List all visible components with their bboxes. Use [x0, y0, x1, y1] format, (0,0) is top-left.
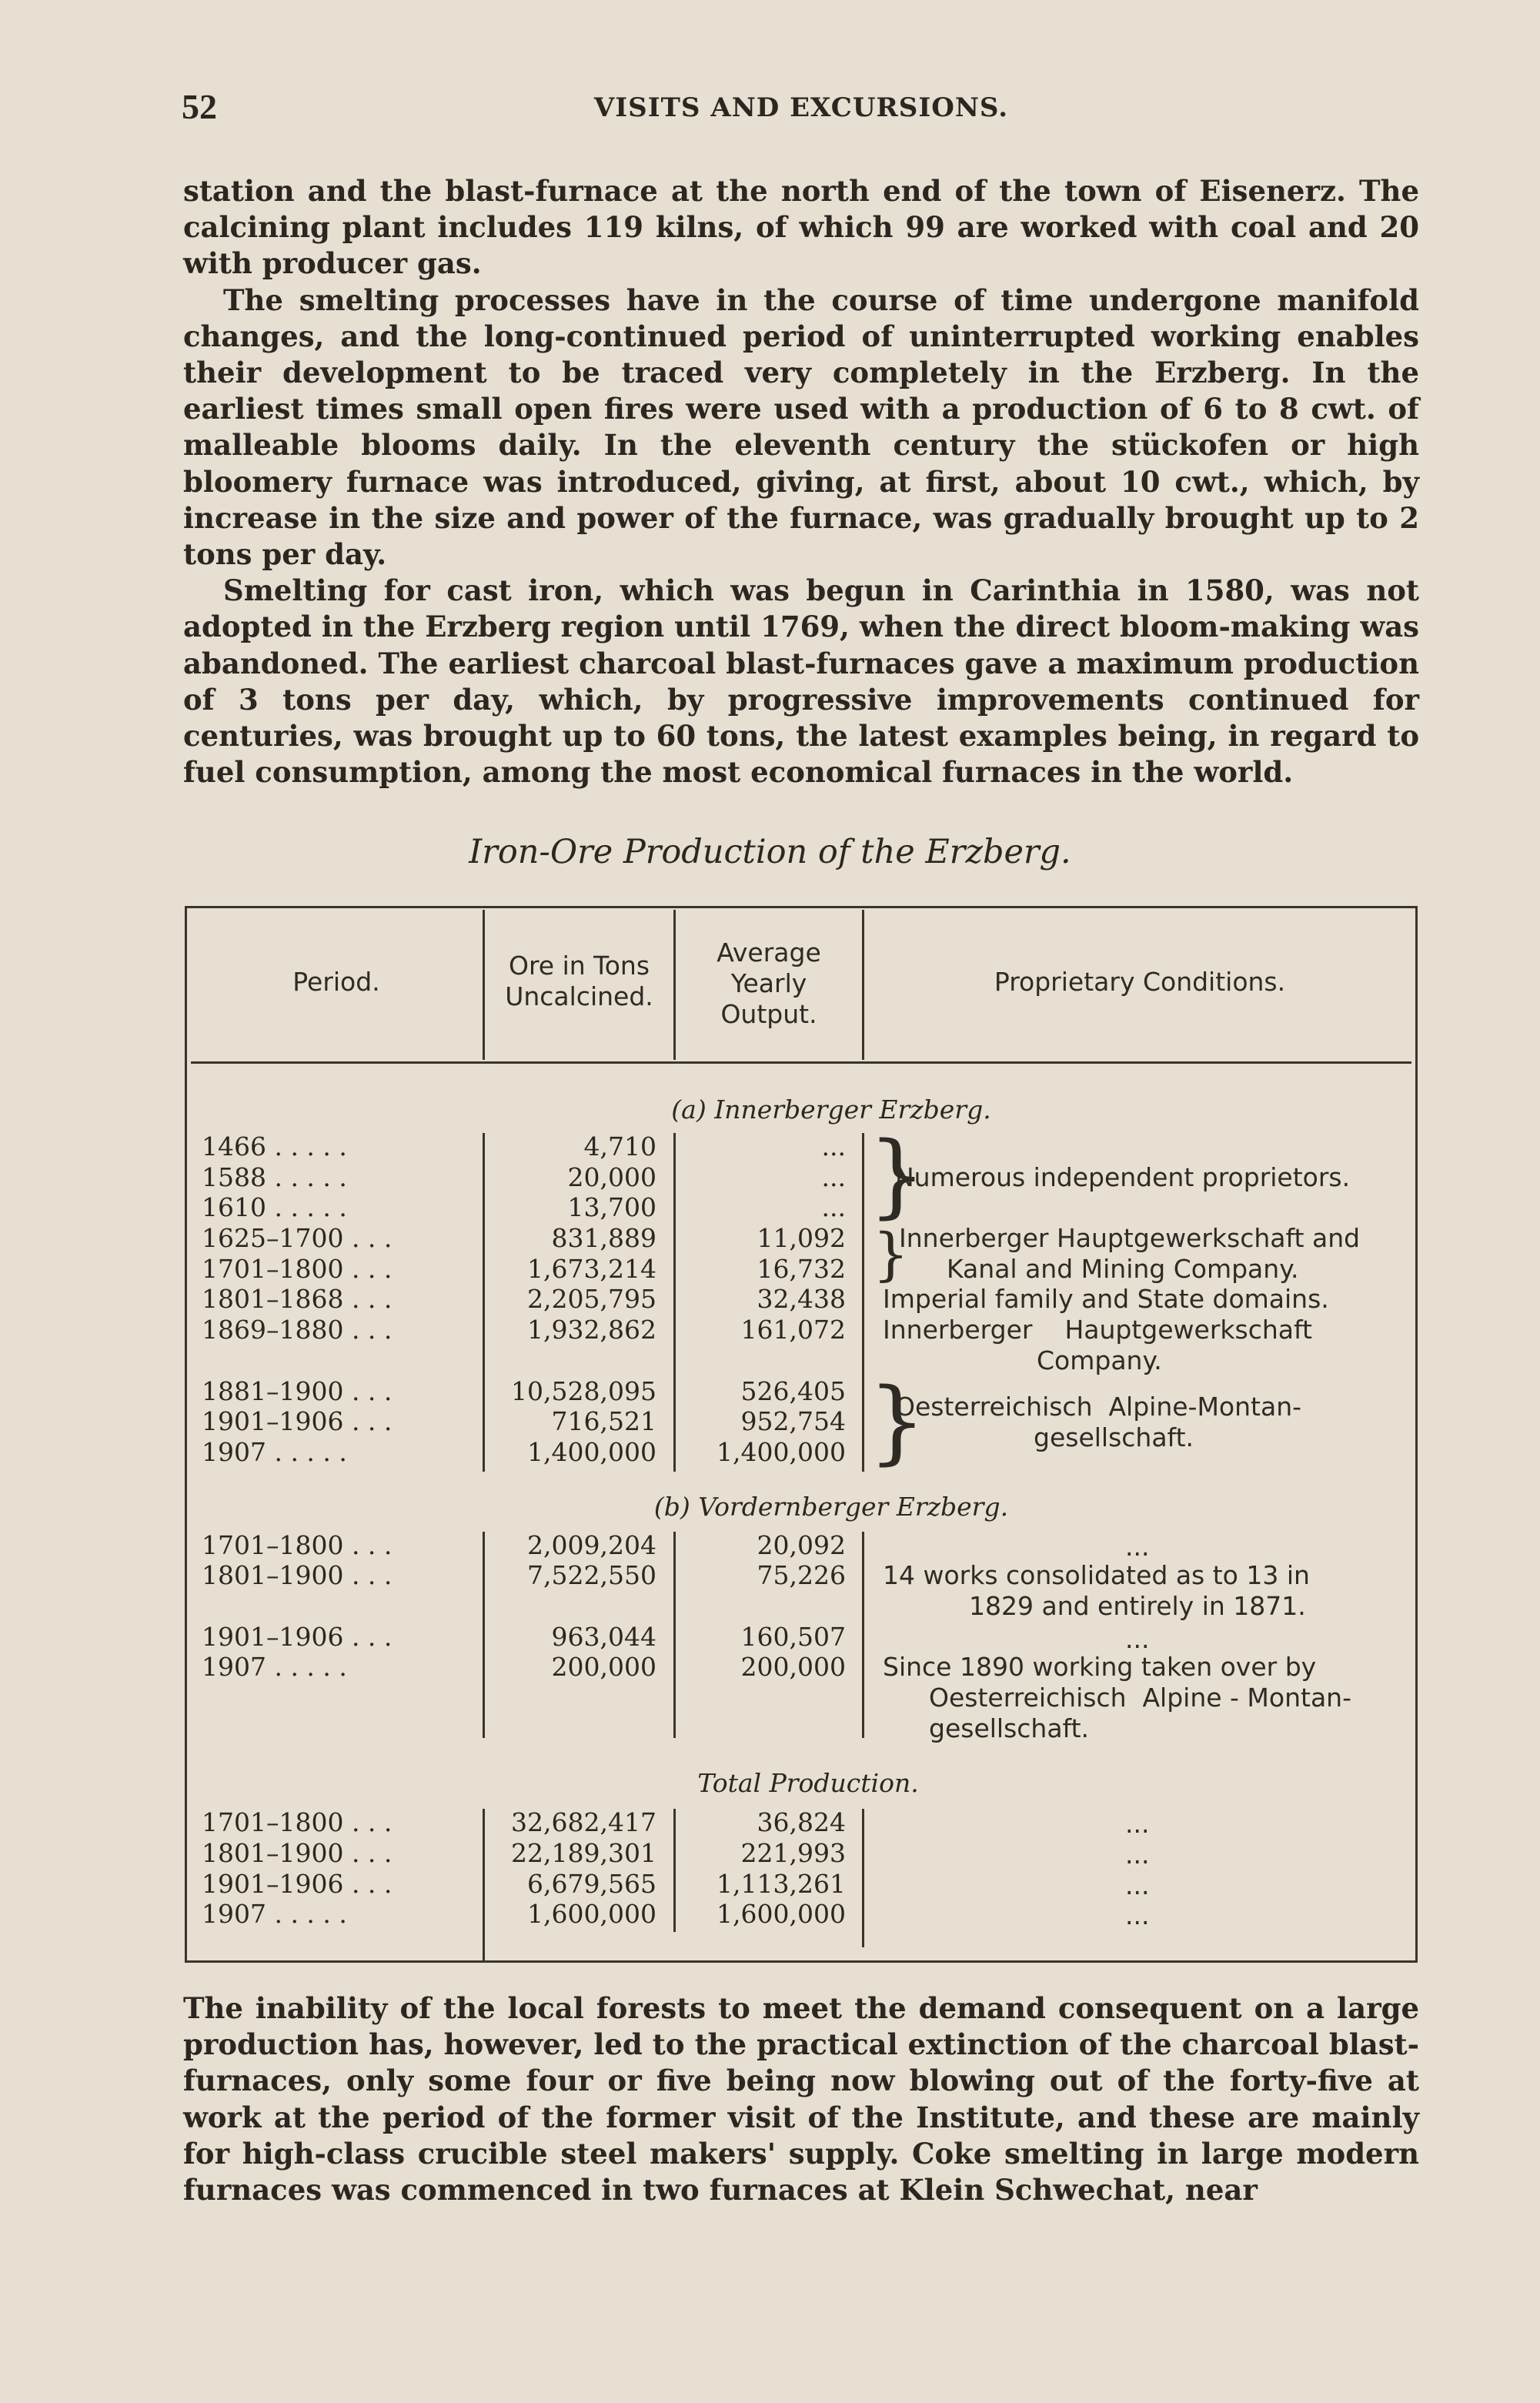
column-divider: [862, 1809, 864, 1947]
proprietary-cell: [883, 1315, 1312, 1376]
table-left-border: [185, 906, 187, 1963]
period-cell: 1466 . . . . .: [202, 1131, 347, 1161]
table-top-rule: [185, 906, 1418, 908]
proprietary-cell: Numerous independent proprietors.: [895, 1162, 1351, 1192]
proprietary-line: Kanal and Mining Company.: [947, 1254, 1299, 1284]
page-number: 52: [182, 87, 217, 126]
period-cell: 1588 . . . . .: [202, 1162, 347, 1192]
period-cell: 1701–1800 . . .: [202, 1807, 393, 1837]
section-title-b: (b) Vordernberger Erzberg.: [653, 1492, 1009, 1522]
ore-cell: 4,710: [583, 1131, 656, 1161]
average-cell: ...: [821, 1192, 846, 1222]
header-line: Output.: [720, 999, 817, 1029]
column-header-average: [676, 937, 862, 1030]
period-cell: 1907 . . . . .: [202, 1899, 347, 1929]
proprietary-line: Oesterreichisch Alpine-Montan-: [895, 1392, 1302, 1422]
ore-cell: 2,205,795: [527, 1284, 656, 1314]
proprietary-line: gesellschaft.: [1034, 1422, 1194, 1452]
period-cell: 1701–1800 . . .: [202, 1254, 393, 1284]
period-cell: 1881–1900 . . .: [202, 1376, 393, 1406]
running-title: VISITS AND EXCURSIONS.: [593, 92, 1009, 123]
period-cell: 1625–1700 . . .: [202, 1223, 393, 1253]
ore-cell: 32,682,417: [511, 1807, 656, 1837]
column-header-proprietary: Proprietary Conditions.: [994, 967, 1286, 997]
paragraph: Smelting for cast iron, which was begun in Carinthia in 1580, was not adopted in the Erzberg region until 1769, when the direct bloom-making was abandoned. The earliest charcoal blast-furnaces gave a maximum production of 3 tons per day, which, by progressive improvements continued for centuries, was brought up to 60 tons, the latest examples being, in regard to fuel consumption, among the most economical furnaces in the world.: [183, 573, 1419, 790]
average-cell: 160,507: [740, 1622, 846, 1652]
ore-cell: 831,889: [551, 1223, 656, 1253]
period-cell: 1801–1900 . . .: [202, 1838, 393, 1868]
proprietary-cell: ...: [1125, 1870, 1150, 1900]
ore-cell: 10,528,095: [511, 1376, 656, 1406]
proprietary-cell: [883, 1652, 1351, 1744]
average-cell: 200,000: [740, 1652, 846, 1682]
column-divider: [862, 1133, 864, 1472]
ore-cell: 20,000: [567, 1162, 656, 1192]
average-cell: 36,824: [757, 1807, 846, 1837]
ore-cell: 22,189,301: [511, 1838, 656, 1868]
proprietary-cell: ...: [1125, 1624, 1150, 1654]
column-divider: [483, 1809, 485, 1960]
paragraph: station and the blast-furnace at the north end of the town of Eisenerz. The calcining plant includes 119 kilns, of which 99 are worked with coal and 20 with producer gas.: [183, 174, 1419, 281]
period-cell: 1801–1868 . . .: [202, 1284, 393, 1314]
ore-cell: 963,044: [551, 1622, 656, 1652]
ore-cell: 1,600,000: [527, 1899, 656, 1929]
column-header-ore: [485, 951, 673, 1012]
period-cell: 1610 . . . . .: [202, 1192, 347, 1222]
column-divider: [673, 1532, 676, 1738]
ore-cell: 1,932,862: [527, 1315, 656, 1345]
proprietary-line: 1829 and entirely in 1871.: [969, 1591, 1306, 1621]
average-cell: 32,438: [757, 1284, 846, 1314]
proprietary-cell: [895, 1392, 1301, 1453]
ore-cell: 13,700: [567, 1192, 656, 1222]
proprietary-line: Oesterreichisch Alpine - Montan-: [929, 1683, 1351, 1713]
section-title-total: Total Production.: [697, 1768, 919, 1798]
table-caption: Iron-Ore Production of the Erzberg.: [469, 833, 1071, 871]
proprietary-cell: ...: [1125, 1900, 1150, 1930]
column-header-period: Period.: [292, 967, 380, 997]
brace: }: [873, 1222, 910, 1288]
proprietary-line: Innerberger Hauptgewerkschaft: [883, 1315, 1312, 1345]
column-divider: [483, 1133, 485, 1472]
period-cell: 1701–1800 . . .: [202, 1530, 393, 1560]
ore-cell: 716,521: [551, 1406, 656, 1436]
header-line: Uncalcined.: [505, 981, 653, 1011]
ore-cell: 200,000: [551, 1652, 656, 1682]
period-cell: 1901–1906 . . .: [202, 1869, 393, 1899]
period-cell: 1907 . . . . .: [202, 1437, 347, 1467]
period-cell: 1901–1906 . . .: [202, 1622, 393, 1652]
period-cell: 1907 . . . . .: [202, 1652, 347, 1682]
average-cell: 11,092: [757, 1223, 846, 1253]
proprietary-cell: [883, 1560, 1310, 1622]
average-cell: ...: [821, 1162, 846, 1192]
section-title-a: (a) Innerberger Erzberg.: [671, 1095, 991, 1125]
average-cell: ...: [821, 1131, 846, 1161]
paragraph: The smelting processes have in the course of time undergone manifold changes, and the long-continued period of uninterrupted working enables their development to be traced very completely in the Erzberg. In the earliest times small open fires were used with a production of 6 to 8 cwt. of malleable blooms daily. In the eleventh century the stückofen or high bloomery furnace was introduced, giving, at first, about 10 cwt., which, by increase in the size and power of the furnace, was gradually brought up to 2 tons per day.: [183, 282, 1419, 572]
proprietary-cell: [899, 1223, 1360, 1285]
proprietary-cell: ...: [1125, 1840, 1150, 1870]
brace: }: [868, 1368, 927, 1474]
proprietary-line: 14 works consolidated as to 13 in: [883, 1560, 1310, 1590]
proprietary-cell: ...: [1125, 1809, 1150, 1839]
period-cell: 1901–1906 . . .: [202, 1406, 393, 1436]
column-divider: [673, 1809, 676, 1932]
proprietary-line: Innerberger Hauptgewerkschaft and: [899, 1223, 1361, 1253]
ore-cell: 1,400,000: [527, 1437, 656, 1467]
average-cell: 20,092: [757, 1530, 846, 1560]
ore-cell: 6,679,565: [527, 1869, 656, 1899]
proprietary-line: gesellschaft.: [929, 1713, 1090, 1743]
ore-cell: 1,673,214: [527, 1254, 656, 1284]
average-cell: 161,072: [740, 1315, 846, 1345]
period-cell: 1869–1880 . . .: [202, 1315, 393, 1345]
column-divider: [862, 1532, 864, 1738]
average-cell: 952,754: [740, 1406, 846, 1436]
average-cell: 75,226: [757, 1560, 846, 1590]
proprietary-line: Since 1890 working taken over by: [883, 1652, 1317, 1682]
paragraph: The inability of the local forests to meet the demand consequent on a large production has, however, led to the practical extinction of the charcoal blast-furnaces, only some four or five being now blowing out of the forty-five at work at the period of the former visit of the Institute, and these are mainly for high-class crucible steel makers' supply. Coke smelting in large modern furnaces was commenced in two furnaces at Klein Schwechat, near: [183, 1991, 1419, 2207]
proprietary-cell: Imperial family and State domains.: [883, 1284, 1329, 1314]
average-cell: 1,600,000: [717, 1899, 846, 1929]
average-cell: 16,732: [757, 1254, 846, 1284]
table-bottom-rule: [185, 1960, 1418, 1963]
average-cell: 1,113,261: [717, 1869, 846, 1899]
average-cell: 221,993: [740, 1838, 846, 1868]
ore-cell: 7,522,550: [527, 1560, 656, 1590]
table-right-border: [1415, 906, 1418, 1963]
ore-cell: 2,009,204: [527, 1530, 656, 1560]
body-text-bottom: [183, 1990, 1419, 2208]
proprietary-cell: ...: [1125, 1532, 1150, 1562]
header-line: Yearly: [730, 968, 807, 998]
header-bottom-rule: [191, 1061, 1411, 1064]
column-divider: [673, 1133, 676, 1472]
brace: }: [868, 1121, 927, 1228]
header-line: Ore in Tons: [508, 951, 650, 981]
proprietary-line: Company.: [1037, 1345, 1162, 1375]
column-divider: [483, 1532, 485, 1738]
header-line: Average: [717, 937, 821, 968]
average-cell: 526,405: [740, 1376, 846, 1406]
period-cell: 1801–1900 . . .: [202, 1560, 393, 1590]
average-cell: 1,400,000: [717, 1437, 846, 1467]
